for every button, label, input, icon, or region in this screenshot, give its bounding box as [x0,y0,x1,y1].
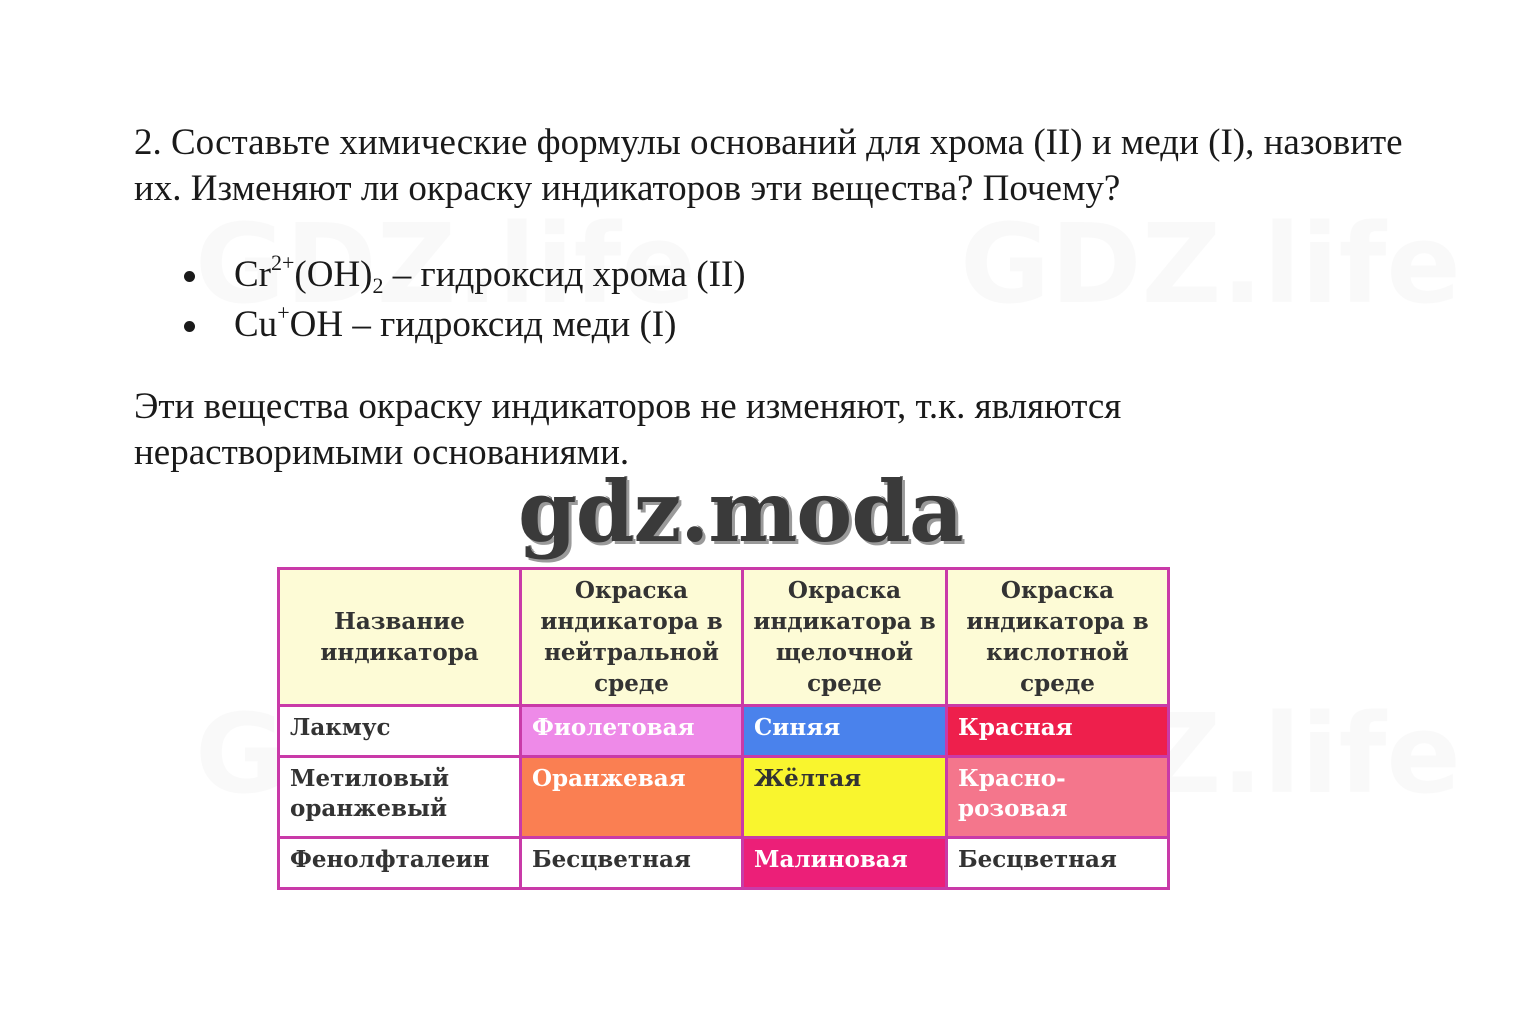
color-cell: Фиолетовая [521,706,743,757]
color-cell: Малиновая [743,838,947,889]
header-neutral: Окраска индикатора в нейтральной среде [521,569,743,706]
formula-item-copper [134,300,746,350]
bullet-icon [184,321,195,332]
table-row [279,757,1169,838]
formula-base: Cr [234,254,271,295]
indicator-name: Лакмус [279,706,521,757]
color-cell: Синяя [743,706,947,757]
formula-base: Cu [234,304,278,345]
formula-list [134,250,746,350]
question-text: 2. Составьте химические формулы оснований для хрома (II) и меди (I), назовите их. Изменяют ли окраску индикаторов эти вещества? Почему? [134,122,1403,209]
formula-group: (OH) [294,254,373,295]
formula-charge: 2+ [271,250,295,275]
answer-text: Эти вещества окраску индикаторов не изменяют, т.к. являются нерастворимыми основаниями. [134,386,1122,473]
formula-index: 2 [372,273,384,298]
header-indicator-name: Название индикатора [279,569,521,706]
watermark [960,200,1461,328]
header-acidic: Окраска индикатора в кислотной среде [947,569,1169,706]
formula-charge: + [277,300,290,325]
table-row [279,706,1169,757]
color-cell: Жёлтая [743,757,947,838]
bullet-icon [184,271,195,282]
header-alkaline: Окраска индикатора в щелочной среде [743,569,947,706]
indicator-name: Метиловый оранжевый [279,757,521,838]
formula-item-chromium [134,250,746,300]
formula-name: – гидроксид хрома (II) [383,254,746,295]
indicator-table [277,567,1170,890]
site-logo: gdz.moda [518,462,963,561]
formula-name: – гидроксид меди (I) [343,304,677,345]
indicator-name: Фенолфталеин [279,838,521,889]
color-cell: Красно-розовая [947,757,1169,838]
color-cell: Оранжевая [521,757,743,838]
color-cell: Бесцветная [521,838,743,889]
color-cell: Красная [947,706,1169,757]
formula-group: OH [289,304,344,345]
table-header-row [279,569,1169,706]
color-cell: Бесцветная [947,838,1169,889]
table-row [279,838,1169,889]
